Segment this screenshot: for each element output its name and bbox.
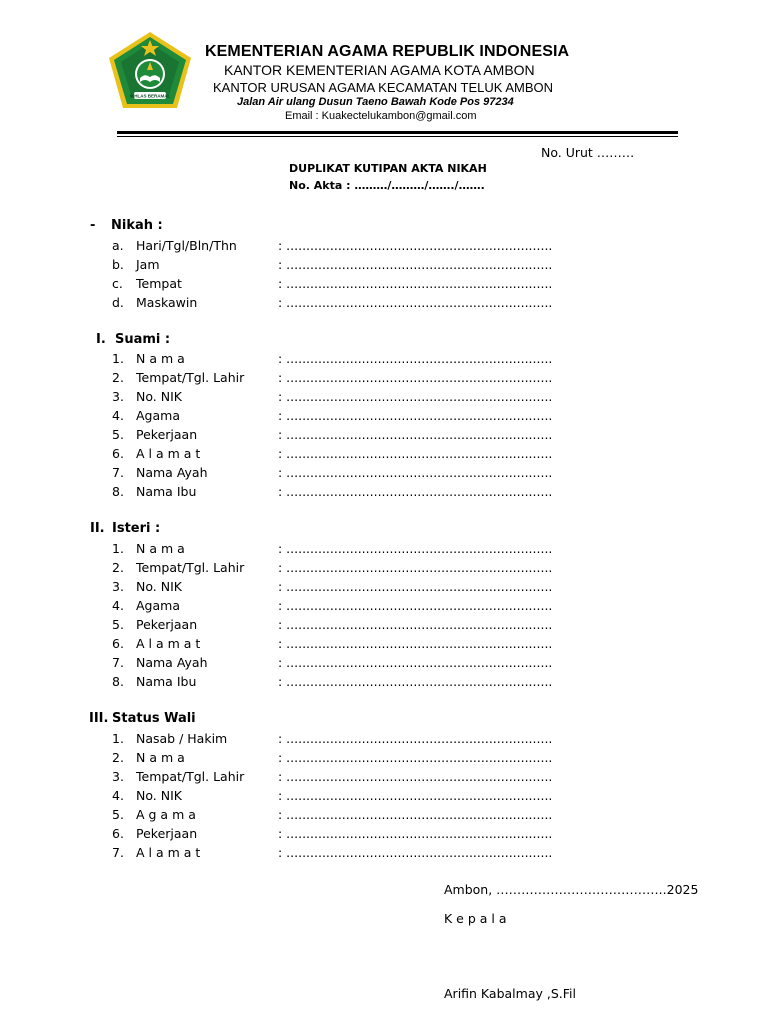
list-item: 7. Nama Ayah : ................................................................... — [112, 465, 553, 480]
ministry-title: KEMENTERIAN AGAMA REPUBLIK INDONESIA — [205, 43, 570, 60]
fill-line: : ................................................................... — [278, 769, 553, 784]
list-item: 4. Agama : ................................................................... — [112, 408, 553, 423]
list-item: 5. A g a m a : ................................................................... — [112, 807, 553, 822]
fill-line: : ................................................................... — [278, 276, 553, 291]
fill-line: : ................................................................... — [278, 465, 553, 480]
section-marker: II. — [90, 521, 105, 536]
section-marker: III. — [89, 711, 109, 726]
list-item: c. Tempat : ................................................................... — [112, 276, 553, 291]
section-marker: - — [90, 218, 96, 233]
fill-line: : ................................................................... — [278, 655, 553, 670]
fill-line: : ................................................................... — [278, 389, 553, 404]
signature-place-date: Ambon, …………………………………..2025 — [444, 882, 699, 897]
list-item: 5. Pekerjaan : ................................................................... — [112, 617, 553, 632]
list-item: 6. Pekerjaan : ................................................................... — [112, 826, 553, 841]
fill-line: : ................................................................... — [278, 598, 553, 613]
list-item: 1. Nasab / Hakim : ................................................................... — [112, 731, 553, 746]
fill-line: : ................................................................... — [278, 427, 553, 442]
section-title-suami: Suami : — [115, 332, 171, 347]
fill-line: : ................................................................... — [278, 408, 553, 423]
fill-line: : ................................................................... — [278, 617, 553, 632]
office-district-title: KANTOR URUSAN AGAMA KECAMATAN TELUK AMBON — [213, 80, 553, 95]
list-item: 3. No. NIK : ................................................................... — [112, 579, 553, 594]
fill-line: : ................................................................... — [278, 788, 553, 803]
list-item: 7. Nama Ayah : ................................................................... — [112, 655, 553, 670]
fill-line: : ................................................................... — [278, 370, 553, 385]
list-item: 2. Tempat/Tgl. Lahir : ................................................................... — [112, 370, 553, 385]
list-item: 6. A l a m a t : ................................................................... — [112, 446, 553, 461]
list-item: 6. A l a m a t : ................................................................... — [112, 636, 553, 651]
fill-line: : ................................................................... — [278, 636, 553, 651]
signature-role: K e p a l a — [444, 911, 507, 926]
list-item: 8. Nama Ibu : ................................................................... — [112, 484, 553, 499]
header-rule-thick — [117, 131, 678, 134]
fill-line: : ................................................................... — [278, 826, 553, 841]
list-item: 2. Tempat/Tgl. Lahir : ................................................................... — [112, 560, 553, 575]
fill-line: : ................................................................... — [278, 731, 553, 746]
signature-name: Arifin Kabalmay ,S.Fil — [444, 986, 576, 1001]
fill-line: : ................................................................... — [278, 257, 553, 272]
fill-line: : ................................................................... — [278, 238, 553, 253]
document-title: DUPLIKAT KUTIPAN AKTA NIKAH — [289, 162, 487, 175]
section-title-wali: Status Wali — [112, 711, 196, 726]
list-item: 7. A l a m a t : ................................................................... — [112, 845, 553, 860]
header-rule-thin — [117, 136, 678, 137]
list-item: 1. N a m a : ................................................................... — [112, 541, 553, 556]
fill-line: : ................................................................... — [278, 446, 553, 461]
office-address: Jalan Air ulang Dusun Taeno Bawah Kode Pos 97234 — [237, 96, 514, 108]
section-title-isteri: Isteri : — [112, 521, 161, 536]
list-item: 4. Agama : ................................................................... — [112, 598, 553, 613]
office-email: Email : Kuakectelukambon@gmail.com — [285, 110, 477, 122]
list-item: 2. N a m a : ................................................................... — [112, 750, 553, 765]
list-item: 4. No. NIK : ................................................................... — [112, 788, 553, 803]
fill-line: : ................................................................... — [278, 807, 553, 822]
list-item: 1. N a m a : ................................................................... — [112, 351, 553, 366]
list-item: 5. Pekerjaan : ................................................................... — [112, 427, 553, 442]
list-item: 3. Tempat/Tgl. Lahir : ................................................................... — [112, 769, 553, 784]
fill-line: : ................................................................... — [278, 541, 553, 556]
kemenag-logo — [107, 30, 193, 110]
logo-motto: IKHLAS BERAMAL — [129, 93, 171, 99]
fill-line: : ................................................................... — [278, 484, 553, 499]
fill-line: : ................................................................... — [278, 845, 553, 860]
certificate-number: No. Akta : ………/………/……./……. — [289, 179, 485, 192]
list-item: d. Maskawin : ................................................................... — [112, 295, 553, 310]
list-item: 3. No. NIK : ................................................................... — [112, 389, 553, 404]
list-item: b. Jam : ................................................................... — [112, 257, 553, 272]
fill-line: : ................................................................... — [278, 674, 553, 689]
fill-line: : ................................................................... — [278, 295, 553, 310]
fill-line: : ................................................................... — [278, 750, 553, 765]
section-marker: I. — [96, 332, 106, 347]
section-title-nikah: Nikah : — [111, 218, 163, 233]
serial-number: No. Urut ……… — [541, 145, 635, 160]
fill-line: : ................................................................... — [278, 351, 553, 366]
office-city-title: KANTOR KEMENTERIAN AGAMA KOTA AMBON — [224, 62, 535, 78]
fill-line: : ................................................................... — [278, 579, 553, 594]
list-item: 8. Nama Ibu : ................................................................... — [112, 674, 553, 689]
list-item: a. Hari/Tgl/Bln/Thn : ................................................................... — [112, 238, 553, 253]
fill-line: : ................................................................... — [278, 560, 553, 575]
